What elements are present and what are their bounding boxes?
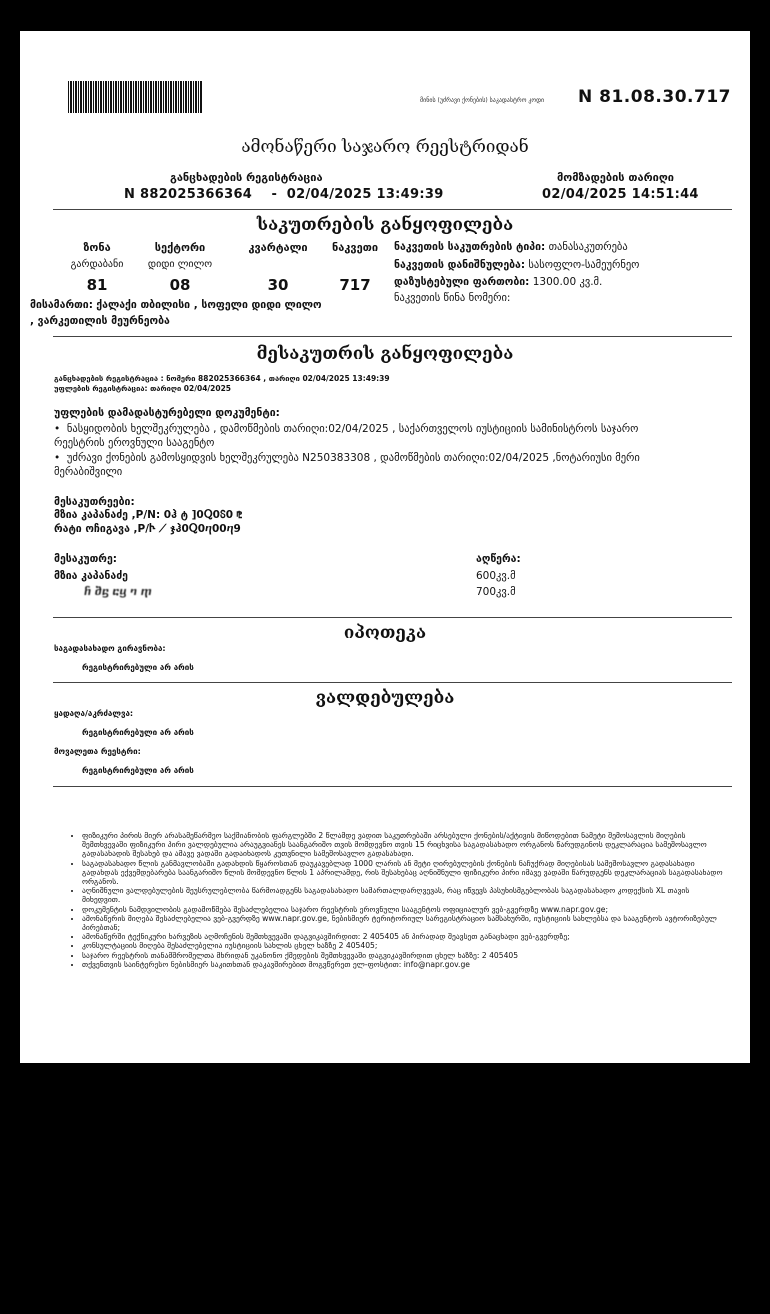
owner-section-title: მესაკუთრის განყოფილება: [256, 344, 514, 364]
quarter-header: კვარტალი: [248, 241, 308, 254]
ownership-type-value: თანასაკუთრება: [548, 241, 628, 253]
area-label: დაზუსტებული ფართობი:: [394, 276, 530, 288]
sector-number: 08: [169, 276, 191, 294]
note-item: • კონსულტაციის მიღება შესაძლებელია იუსტიციის სახლის ცხელ ხაზზე 2 405405;: [82, 941, 728, 950]
owner-1: მზია კაპანაძე ,P/N: 0ჰ ტ ]0Ⴍ0ჽ0 ⅊: [54, 509, 243, 521]
obligation-section-title: ვალდებულება: [315, 688, 455, 708]
document-1-text: ნასყიდობის ხელშეკრულება , დამოწმების თარიღი:02/04/2025 , საქართველოს იუსტიციის სამინისტროს საჯარო: [66, 423, 639, 435]
document-2-cont: მერაბიშვილი: [54, 466, 123, 478]
tax-lien-label: საგადასახადო გირავნობა:: [54, 644, 166, 653]
owners-label: მესაკუთრეები:: [54, 496, 135, 508]
debtor-registry-label: მოვალეთა რეესტრი:: [54, 747, 141, 756]
note-item: • საგადასახადო წლის განმავლობაში გადახდის წყაროსთან დაუკავებლად 1000 ლარის ან მეტი ღირებულების ქონების ნაჩუქრად მიღებისას სამეშოსავლო გადასახადი გადახდას ექვემდებარება საანგარიშო წლის მომდევნო წლის 1 აპრილამდე, რის შესახებაც აღნიშნული ფიზიკური პირი იმავე ვადაში წარუდგენს დეკლარაციას საგადასახადო ორგანოს.: [82, 859, 728, 887]
zone-name: გარდაბანი: [70, 259, 124, 270]
note-item: • დოკუმენტის ნამდვილობის გადამოწმება შესაძლებელია საჯარო რეესტრის ეროვნული სააგენტოს ოფიციალურ ვებ-გვერდზე www.napr.gov.ge;: [82, 905, 728, 914]
zone-number: 81: [86, 276, 108, 294]
document-title: ამონაწერი საჯარო რეესტრიდან: [241, 137, 529, 157]
address-value-2: , ვარკეთილის მეურნეობა: [30, 315, 170, 327]
note-item: • ფიზიკური პირის მიერ არასამეწარმეო საქმიანობის ფარგლებში 2 წლამდე ვადით საკუთრებაში არსებული ქონების/აქტივის მიწოდებით ნამეტი შემოსავლის მიღების შემთხვევაში ფიზიკური პირი ვალდებულია არაუგვიანეს საანგარიშო თვის მომდევნო თვის 15 რიცხვისა საგადასახადო ორგანოს წარუდგინოს დეკლარაცია სამეშოსავლო გადასახადის შესახებ და ამავე ვადაში გადაიხადოს კუთვნილი სამეშოსავლო გადასახადი.: [82, 831, 728, 859]
address-line2: [30, 315, 170, 327]
tax-lien-value: რეგისტრირებული არ არის: [82, 663, 194, 672]
cadastral-code-label: მინის (უძრავი ქონების) საკადასტრო კოდი: [420, 97, 545, 104]
sector-header: სექტორი: [154, 241, 206, 254]
document-1-cont: რეესტრის ეროვნული სააგენტო: [54, 437, 215, 449]
preparation-date-value: 02/04/2025 14:51:44: [542, 187, 699, 202]
barcode: [68, 81, 202, 113]
purpose-value: სასოფლო-სამეურნეო: [528, 259, 640, 271]
note-item: • საჯარო რეესტრის თანამშრომელთა მხრიდან უკანონო ქმედების შემთხვევაში დაგვიკავშირდით ცხელ ხაზზე: 2 405405: [82, 951, 728, 960]
owner-row-2-name: ⴌ ⴋⴝ ⴀⴁ ⴈ ⴅ: [84, 586, 152, 598]
description-column-label: აღწერა:: [476, 553, 521, 565]
documents-label: უფლების დამადასტურებელი დოკუმენტი:: [54, 407, 280, 419]
note-item: • ამონაწერის მიღება შესაძლებელია ვებ-გვერდზე www.napr.gov.ge, ნებისმიერ ტერიტორიულ სარეგისტრაციო სამსახურში, იუსტიციის სახლებსა და სააგენტოს ავტორიზებულ პირებთან;: [82, 914, 728, 932]
owner-2: რატი ოჩიგავა ,P/Ⴡ ⟋ ჯჰ0Ⴍ0ⴄ00ⴄ9: [54, 523, 241, 535]
parcel-number: 717: [339, 276, 371, 294]
divider: [53, 682, 732, 683]
address: [30, 299, 390, 311]
purpose-label: ნაკვეთის დანიშნულება:: [394, 259, 526, 271]
document-page: [20, 31, 750, 1063]
application-registration-label: განცხადების რეგისტრაცია: [170, 171, 323, 184]
owner-row-1-description: 600კვ.მ: [476, 570, 516, 582]
divider: [53, 617, 732, 618]
document-2-text: უძრავი ქონების გამოსყიდვის ხელშეკრულება N250383308 , დამოწმების თარიღი:02/04/2025 ,ნოტარიუსი მერი: [66, 452, 640, 464]
owner-row-2-description: 700კვ.მ: [476, 586, 516, 598]
address-label: მისამართი:: [30, 299, 93, 311]
document-1: • ნასყიდობის ხელშეკრულება , დამოწმების თარიღი:02/04/2025 , საქართველოს იუსტიციის სამინისტროს საჯარო: [54, 423, 639, 435]
parcel-area: [394, 276, 602, 288]
owner-registration-line: განცხადების რეგისტრაცია : ნომერი 882025366364 , თარიღი 02/04/2025 13:49:39: [54, 374, 390, 383]
previous-number-label: ნაკვეთის წინა ნომერი:: [394, 292, 511, 304]
note-item: • თქვენთვის საინტერესო ნებისმიერ საკითხთან დაკავშირებით მოგვწერეთ ელ-ფოსტით: info@napr.gov.ge: [82, 960, 728, 969]
quarter-number: 30: [267, 276, 289, 294]
property-section-title: საკუთრების განყოფილება: [256, 215, 514, 235]
parcel-header: ნაკვეთი: [331, 241, 379, 254]
owner-column-label: მესაკუთრე:: [54, 553, 117, 565]
cadastral-code-value: N 81.08.30.717: [578, 87, 731, 107]
ownership-type-label: ნაკვეთის საკუთრების ტიპი:: [394, 241, 546, 253]
zone-header: ზონა: [83, 241, 111, 254]
ownership-type: [394, 241, 628, 253]
previous-number: [394, 292, 510, 304]
debtor-registry-value: რეგისტრირებული არ არის: [82, 766, 194, 775]
seizure-label: ყადაღა/აკრძალვა:: [54, 709, 134, 718]
area-value: 1300.00 კვ.მ.: [532, 276, 603, 288]
parcel-purpose: [394, 259, 639, 271]
document-2: • უძრავი ქონების გამოსყიდვის ხელშეკრულება N250383308 , დამოწმების თარიღი:02/04/2025 ,ნოტარიუსი მერი: [54, 452, 640, 464]
divider: [53, 786, 732, 787]
seizure-value: რეგისტრირებული არ არის: [82, 728, 194, 737]
note-item: • აღნიშნული ვალდებულების შეუსრულებლობა წარმოადგენს საგადასახადო სამართალდარღვევას, რაც იწვევს პასუხისმგებლობას საგადასახადო კოდექსის XL თავის მიხედვით.: [82, 886, 728, 904]
right-registration-line: უფლების რეგისტრაცია: თარიღი 02/04/2025: [54, 384, 232, 393]
address-value: ქალაქი თბილისი , სოფელი დიდი ლილო: [96, 299, 322, 311]
application-registration-value: N 882025366364 - 02/04/2025 13:49:39: [124, 187, 444, 202]
divider: [53, 209, 732, 210]
sector-name: დიდი ლილო: [147, 259, 213, 270]
divider: [53, 336, 732, 337]
notes-block: [68, 831, 728, 969]
note-item: • ამონაწერში ტექნიკური ხარვეზის აღმოჩენის შემთხვევაში დაგვიკავშირდით: 2 405405 ან პირადად შეავსეთ განაცხადი ვებ-გვერდზე;: [82, 932, 728, 941]
preparation-date-label: მომზადების თარიღი: [557, 171, 674, 184]
mortgage-section-title: იპოთეკა: [343, 623, 427, 643]
owner-row-1-name: მზია კაპანაძე: [54, 570, 128, 582]
